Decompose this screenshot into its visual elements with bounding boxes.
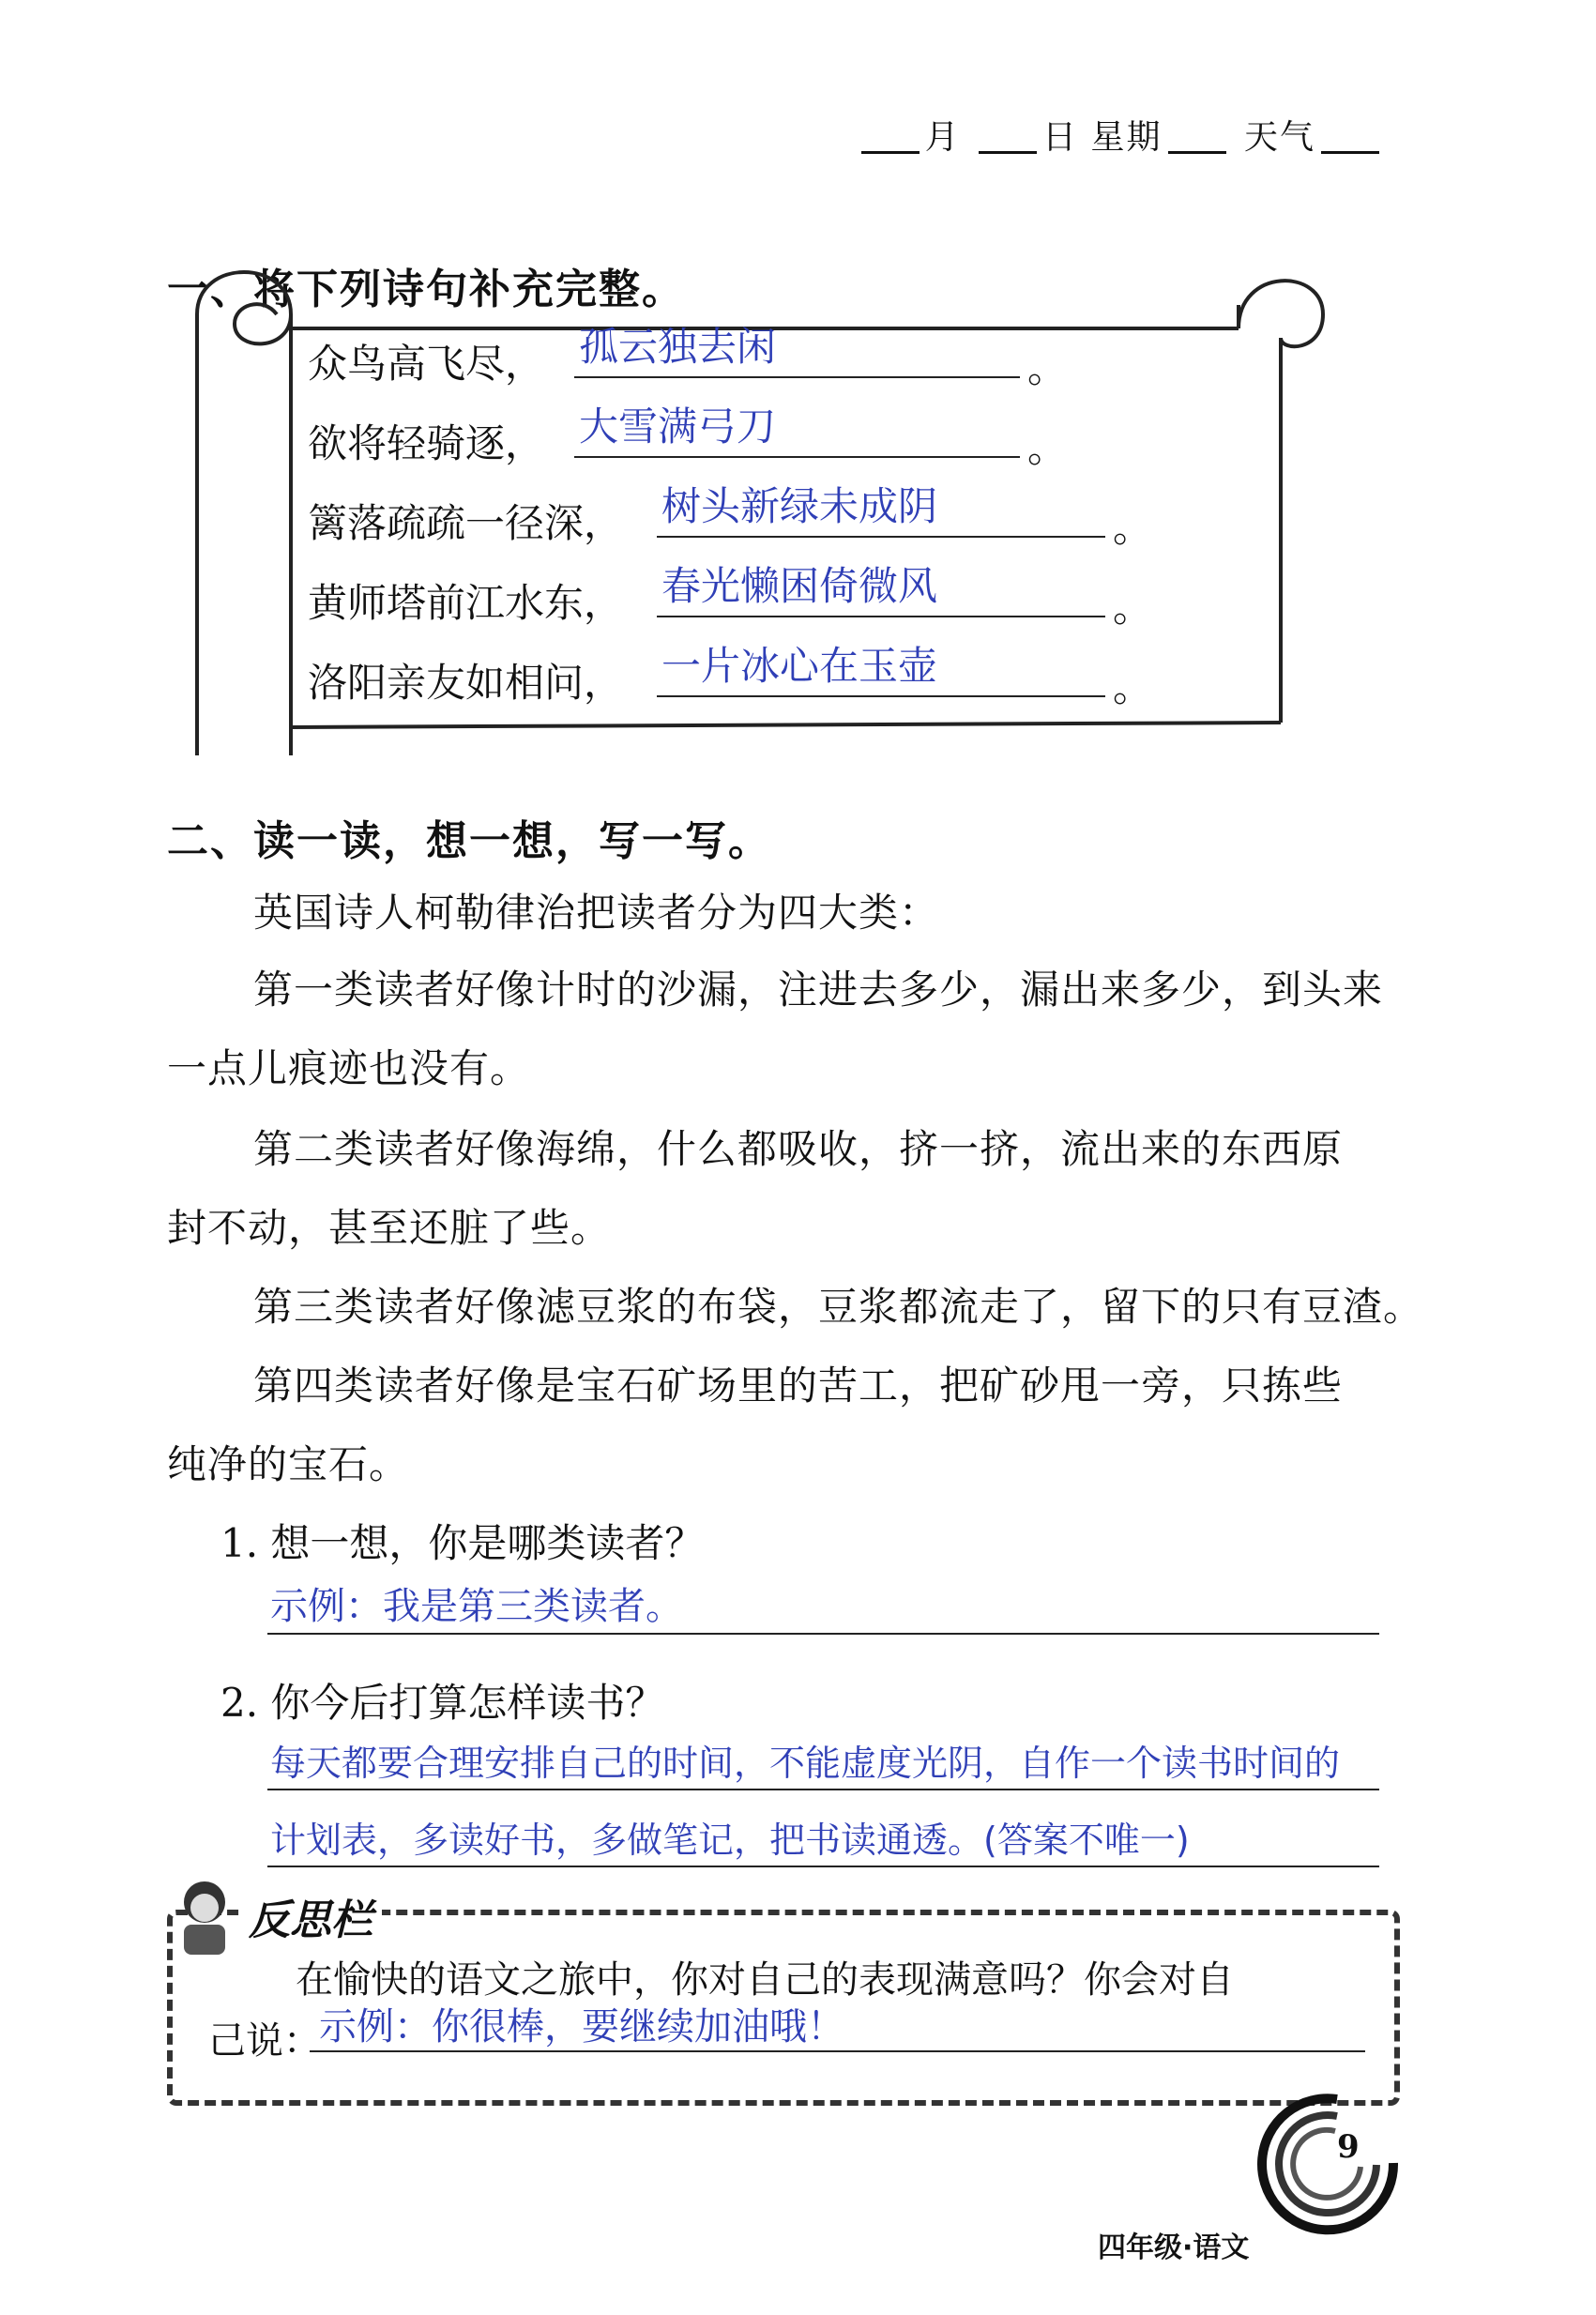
answer-2-line2: 计划表，多读好书，多做笔记，把书读通透。(答案不唯一)	[270, 1820, 1190, 1861]
question-2: 2. 你今后打算怎样读书？	[220, 1680, 665, 1726]
poem-answer: 树头新绿未成阴	[661, 483, 938, 529]
poem-answer-underline	[657, 536, 1105, 538]
answer-1-underline	[267, 1633, 1379, 1635]
poem-end-mark: 。	[1027, 425, 1068, 471]
poem-prompt: 众鸟高飞尽，	[308, 341, 545, 387]
section2-title: 二、读一读，想一想，写一写。	[167, 817, 771, 865]
paragraph-line: 第三类读者好像滤豆浆的布袋，豆浆都流走了，留下的只有豆渣。	[253, 1284, 1424, 1330]
answer-2-underline-1	[267, 1789, 1379, 1790]
poem-answer: 春光懒困倚微风	[661, 563, 938, 609]
poem-end-mark: 。	[1113, 585, 1153, 631]
poem-answer-underline	[657, 695, 1105, 697]
paragraph-line: 一点儿痕迹也没有。	[167, 1045, 531, 1091]
paragraph-line: 纯净的宝石。	[167, 1441, 410, 1487]
reflection-underline	[310, 2050, 1365, 2052]
weekday-label: 星期	[1090, 118, 1163, 157]
poem-end-mark: 。	[1113, 505, 1153, 551]
poem-answer: 孤云独去闲	[579, 324, 777, 370]
reflection-answer: 示例：你很棒，要继续加油哦！	[319, 2005, 844, 2048]
poem-prompt: 黄师塔前江水东，	[308, 580, 624, 626]
answer-1: 示例：我是第三类读者。	[270, 1585, 683, 1628]
poem-answer: 大雪满弓刀	[579, 404, 777, 449]
reflection-question-line2: 己说：	[208, 2019, 321, 2063]
question-1: 1. 想一想，你是哪类读者？	[220, 1520, 705, 1566]
poem-prompt: 欲将轻骑逐，	[308, 420, 545, 466]
poem-answer-underline	[657, 616, 1105, 617]
poem-prompt: 篱落疏疏一径深，	[308, 500, 624, 546]
poem-end-mark: 。	[1113, 664, 1153, 710]
reflection-question-line1: 在愉快的语文之旅中，你对自己的表现满意吗？你会对自	[296, 1958, 1234, 2002]
paragraph-line: 第四类读者好像是宝石矿场里的苦工，把矿砂甩一旁，只拣些	[253, 1363, 1344, 1409]
month-label: 月	[924, 118, 961, 157]
paragraph-line: 英国诗人柯勒律治把读者分为四大类：	[253, 890, 940, 936]
poem-end-mark: 。	[1027, 345, 1068, 391]
page-number: 9	[1337, 2128, 1360, 2166]
poem-prompt: 洛阳亲友如相问，	[308, 660, 624, 706]
page-swirl-icon	[1253, 2088, 1403, 2238]
student-avatar-icon	[167, 1872, 242, 1957]
day-label: 日	[1042, 118, 1079, 157]
poem-answer: 一片冰心在玉壶	[661, 643, 938, 689]
paragraph-line: 第二类读者好像海绵，什么都吸收，挤一挤，流出来的东西原	[253, 1126, 1344, 1172]
answer-2-underline-2	[267, 1866, 1379, 1867]
grade-subject-label: 四年级·语文	[1098, 2231, 1250, 2264]
reflection-title: 反思栏	[239, 1886, 382, 1946]
section1-title: 一、将下列诗句补充完整。	[167, 266, 685, 313]
paragraph-line: 封不动，甚至还脏了些。	[167, 1205, 612, 1251]
paragraph-line: 第一类读者好像计时的沙漏，注进去多少，漏出来多少，到头来	[253, 967, 1384, 1013]
poem-answer-underline	[574, 456, 1020, 458]
weather-label: 天气	[1243, 118, 1315, 157]
answer-2-line1: 每天都要合理安排自己的时间，不能虚度光阴，自作一个读书时间的	[270, 1743, 1341, 1784]
poem-answer-underline	[574, 376, 1020, 378]
date-weather-line	[856, 111, 1385, 159]
